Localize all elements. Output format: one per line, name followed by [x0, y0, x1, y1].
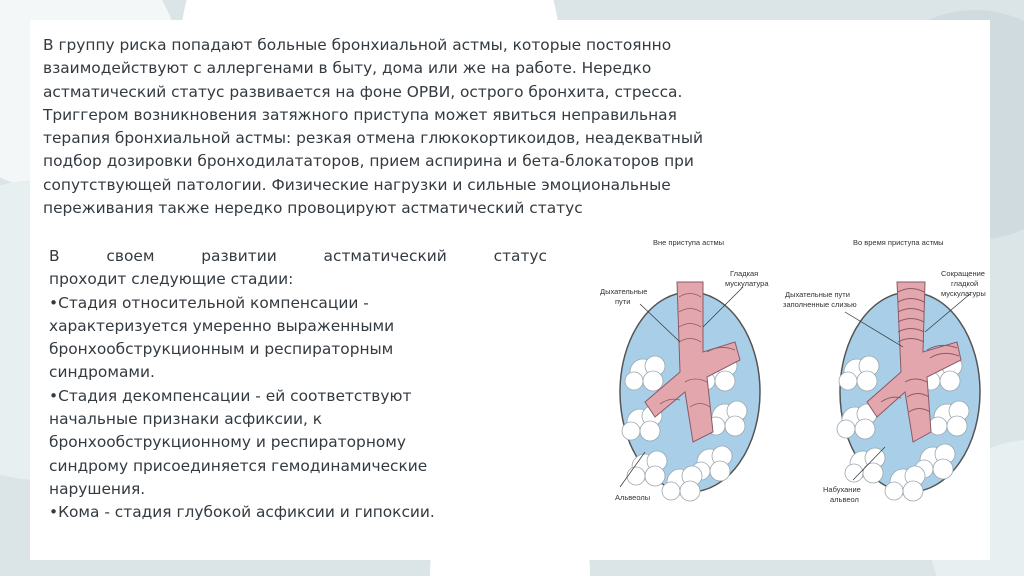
attack-state-title: Во время приступа астмы [853, 238, 944, 247]
stages-intro: проходит следующие стадии: [49, 270, 294, 289]
paragraph-line: взаимодействуют с аллергенами в быту, дома или же на работе. Нередко [43, 59, 652, 78]
stages-intro: В своем развитии астматический статус [49, 247, 547, 265]
mucus-airways-label: заполненные слизью [783, 300, 857, 309]
airways-label: пути [615, 297, 631, 306]
muscle-contraction-label: мускулатуры [941, 289, 986, 298]
stage-item-compensation [49, 292, 547, 385]
stage-line: синдромами. [49, 363, 155, 382]
normal-airway-illustration [600, 238, 769, 502]
muscle-contraction-label: гладкой [951, 279, 979, 288]
normal-state-title: Вне приступа астмы [653, 238, 725, 247]
smooth-muscle-label: Гладкая [730, 269, 759, 278]
stage-line: начальные признаки асфиксии, к [49, 410, 323, 429]
risk-group-paragraph [43, 34, 923, 220]
stage-line: •Стадия относительной компенсации - [49, 293, 369, 312]
paragraph-line: переживания также нередко провоцируют астматический статус [43, 199, 583, 218]
stage-line: •Кома - стадия глубокой асфиксии и гипоксии. [49, 503, 435, 522]
stage-line: характеризуется умеренно выраженными [49, 316, 395, 335]
stages-text [49, 245, 547, 525]
paragraph-line: подбор дозировки бронходилататоров, прием аспирина и бета-блокаторов при [43, 152, 694, 171]
stage-line: нарушения. [49, 479, 146, 498]
paragraph-line: В группу риска попадают больные бронхиальной астмы, которые постоянно [43, 36, 672, 54]
asthma-attack-illustration [783, 238, 986, 504]
stage-line: бронхообструкционному и респираторному [49, 433, 407, 452]
asthma-diagram [585, 232, 995, 517]
paragraph-line: астматический статус развивается на фоне ОРВИ, острого бронхита, стресса. [43, 82, 683, 101]
stage-item-coma [49, 501, 547, 524]
airways-label: Дыхательные [600, 287, 648, 296]
smooth-muscle-label: мускулатура [725, 279, 769, 288]
mucus-airways-label: Дыхательные пути [785, 290, 850, 299]
muscle-contraction-label: Сокращение [941, 269, 985, 278]
paragraph-line: сопутствующей патологии. Физические нагрузки и сильные эмоциональные [43, 175, 671, 194]
alveoli-swelling-label: Набухание [823, 485, 861, 494]
paragraph-line: терапия бронхиальной астмы: резкая отмена глюкокортикоидов, неадекватный [43, 129, 703, 148]
stage-item-decompensation [49, 385, 547, 501]
alveoli-swelling-label: альвеол [830, 495, 859, 504]
stage-line: •Стадия декомпенсации - ей соответствуют [49, 386, 412, 405]
stage-line: синдрому присоединяется гемодинамические [49, 456, 428, 475]
alveoli-label: Альвеолы [615, 493, 651, 502]
stage-line: бронхообструкционным и респираторным [49, 340, 394, 359]
bronchi-illustration [585, 232, 995, 517]
paragraph-line: Триггером возникновения затяжного приступа может явиться неправильная [43, 105, 677, 124]
